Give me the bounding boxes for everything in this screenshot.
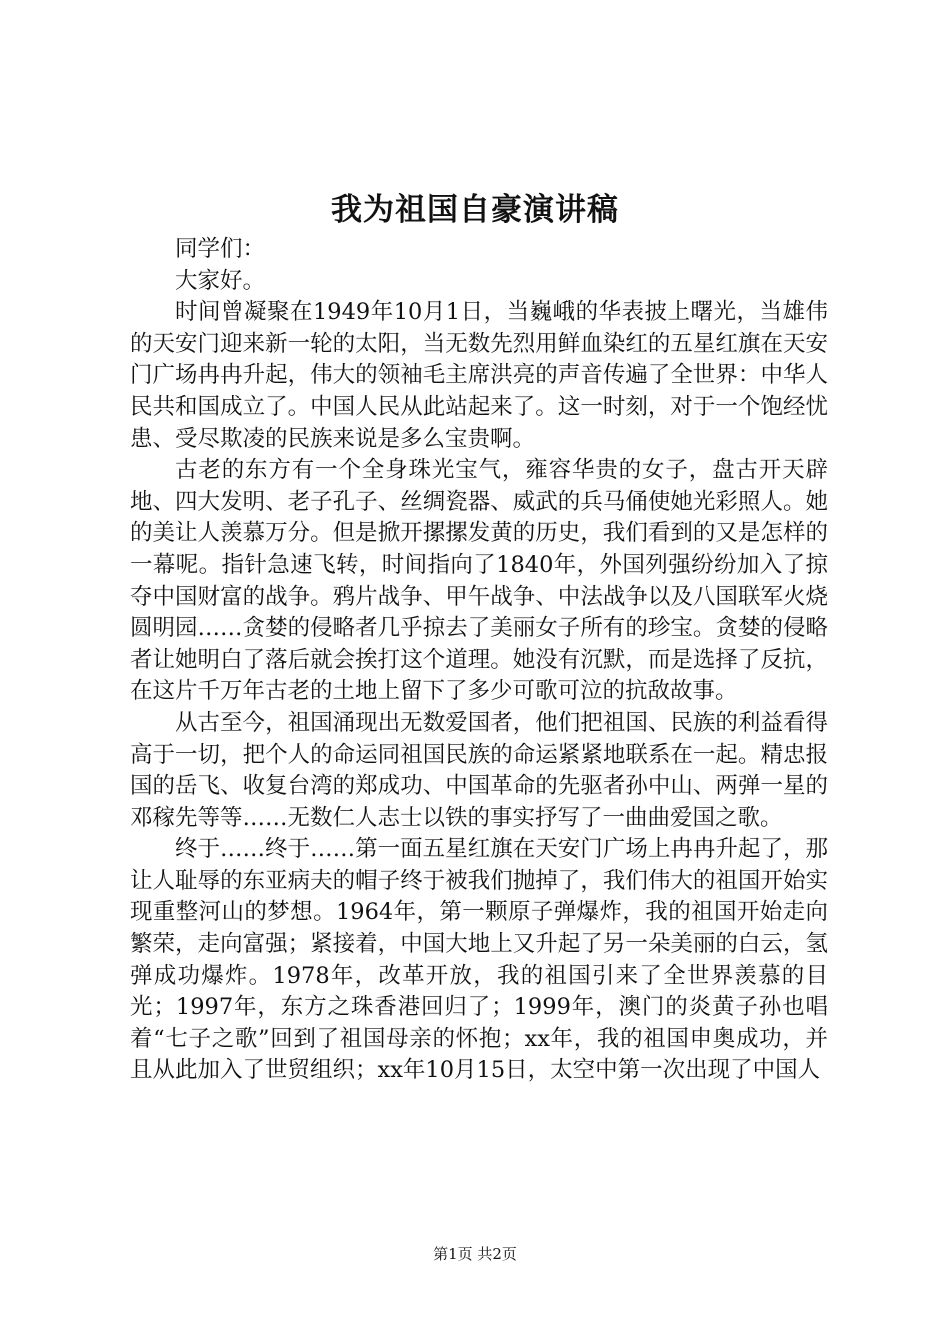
document-title: 我为祖国自豪演讲稿 [331,192,619,228]
page-number-footer: 第1页 共2页 [433,1245,517,1263]
body-paragraph: 古老的东方有一个全身珠光宝气，雍容华贵的女子，盘古开天辟地、四大发明、老子孔子、丝绸瓷器、威武的兵马俑使她光彩照人。她的美让人羡慕万分。但是掀开摞摞发黄的历史，我们看到的又是怎样的一幕呢。指针急速飞转，时间指向了1840年，外国列强纷纷加入了掠夺中国财富的战争。鸦片战争、甲午战争、中法战争以及八国联军火烧圆明园……贪婪的侵略者几乎掠去了美丽女子所有的珍宝。贪婪的侵略者让她明白了落后就会挨打这个道理。她没有沉默，而是选择了反抗，在这片千万年古老的土地上留下了多少可歌可泣的抗敌故事。 [130,457,828,705]
body-paragraph: 时间曾凝聚在1949年10月1日，当巍峨的华表披上曙光，当雄伟的天安门迎来新一轮的太阳，当无数先烈用鲜血染红的五星红旗在天安门广场冉冉升起，伟大的领袖毛主席洪亮的声音传遍了全世界：中华人民共和国成立了。中国人民从此站起来了。这一时刻，对于一个饱经忧患、受尽欺凌的民族来说是多么宝贵啊。 [130,299,828,452]
salutation-paragraph: 同学们： [175,236,266,262]
body-paragraph: 从古至今，祖国涌现出无数爱国者，他们把祖国、民族的利益看得高于一切，把个人的命运同祖国民族的命运紧紧地联系在一起。精忠报国的岳飞、收复台湾的郑成功、中国革命的先驱者孙中山、两弹一星的邓稼先等等……无数仁人志士以铁的事实抒写了一曲曲爱国之歌。 [130,709,828,831]
document-body [130,234,828,1087]
body-paragraph: 终于……终于……第一面五星红旗在天安门广场上冉冉升起了，那让人耻辱的东亚病夫的帽子终于被我们抛掉了，我们伟大的祖国开始实现重整河山的梦想。1964年，第一颗原子弹爆炸，我的祖国开始走向繁荣，走向富强；紧接着，中国大地上又升起了另一朵美丽的白云，氢弹成功爆炸。1978年，改革开放，我的祖国引来了全世界羡慕的目光；1997年，东方之珠香港回归了；1999年，澳门的炎黄子孙也唱着“七子之歌”回到了祖国母亲的怀抱；xx年，我的祖国申奥成功，并且从此加入了世贸组织；xx年10月15日，太空中第一次出现了中国人 [130,836,828,1084]
greeting-paragraph: 大家好。 [175,267,266,294]
